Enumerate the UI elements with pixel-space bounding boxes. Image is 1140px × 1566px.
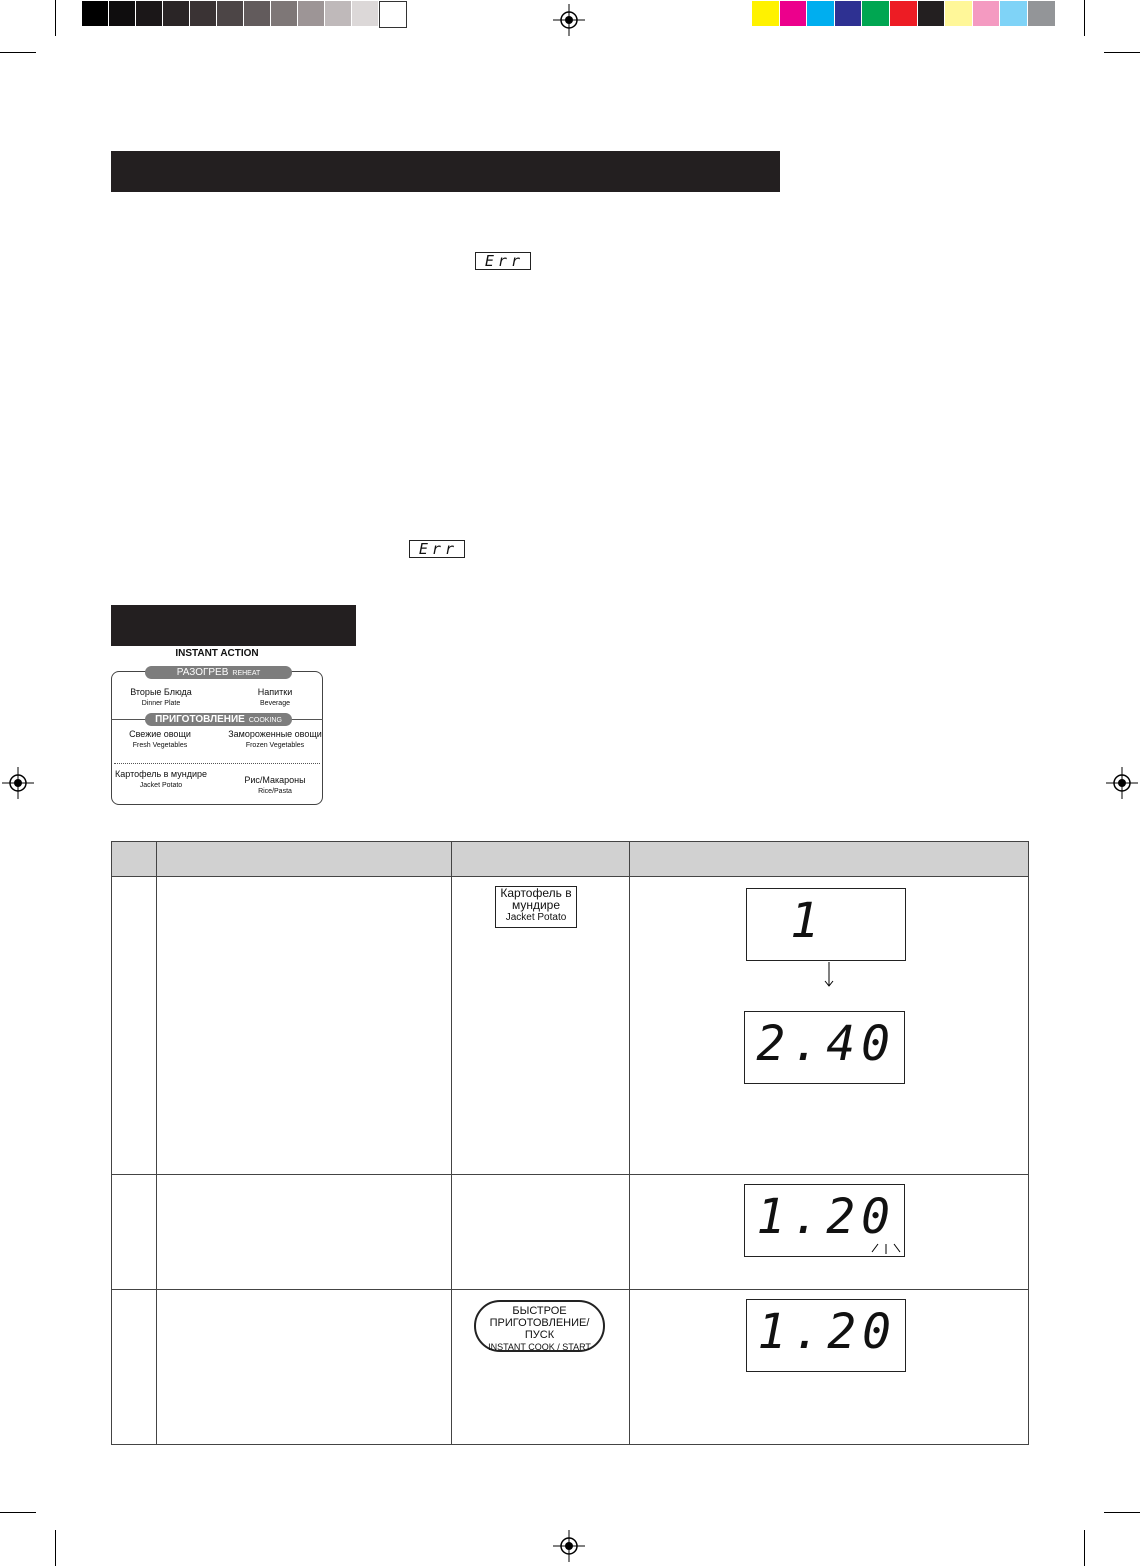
display-step1-a: 1 — [746, 888, 906, 961]
registration-mark-icon — [553, 4, 585, 36]
color-swatch — [835, 1, 862, 26]
color-swatch — [807, 1, 834, 26]
arrow-down-icon — [823, 962, 835, 988]
crop-mark — [0, 52, 36, 53]
color-swatch — [109, 1, 135, 26]
color-swatch — [890, 1, 917, 26]
color-swatch — [862, 1, 889, 26]
frozen-vegetables-key[interactable]: Замороженные овощи Frozen Vegetables — [228, 729, 322, 749]
crop-mark — [1104, 1512, 1140, 1513]
color-swatch — [325, 1, 351, 26]
crop-mark — [0, 1512, 36, 1513]
blink-marks-icon — [868, 1236, 904, 1256]
color-swatch — [82, 1, 108, 26]
display-step3: 1.20 — [746, 1299, 906, 1372]
color-swatch — [136, 1, 162, 26]
registration-mark-icon — [1106, 767, 1138, 799]
crop-mark — [1084, 0, 1085, 36]
crop-mark — [55, 0, 56, 36]
color-swatch — [244, 1, 270, 26]
instant-action-title: INSTANT ACTION — [175, 648, 259, 659]
color-swatch — [1028, 1, 1055, 26]
dinner-plate-key[interactable]: Вторые Блюда Dinner Plate — [130, 687, 192, 707]
cooking-label: ПРИГОТОВЛЕНИЕ COOKING — [145, 713, 292, 726]
jacket-potato-key[interactable]: Картофель в мундире Jacket Potato — [115, 769, 207, 789]
color-swatch — [1000, 1, 1027, 26]
divider — [114, 763, 320, 764]
column-divider — [629, 842, 630, 1444]
err-display: Err — [475, 252, 531, 270]
column-divider — [451, 842, 452, 1444]
rice-pasta-key[interactable]: Рис/Макароны Rice/Pasta — [244, 775, 306, 795]
color-swatch — [163, 1, 189, 26]
section-header-bar — [111, 151, 780, 192]
registration-mark-icon — [2, 767, 34, 799]
color-swatch — [217, 1, 243, 26]
registration-mark-icon — [553, 1530, 585, 1562]
crop-mark — [1084, 1530, 1085, 1566]
color-swatch — [298, 1, 324, 26]
beverage-key[interactable]: Напитки Beverage — [257, 687, 293, 707]
color-swatch — [918, 1, 945, 26]
display-step2: 1.20 — [744, 1184, 905, 1257]
instant-cook-start-button[interactable]: БЫСТРОЕ ПРИГОТОВЛЕНИЕ/ ПУСК INSTANT COOK / START — [474, 1300, 605, 1352]
color-swatch — [752, 1, 779, 26]
crop-mark — [1104, 52, 1140, 53]
jacket-potato-button[interactable]: Картофель в мундире Jacket Potato — [495, 886, 577, 928]
crop-mark — [55, 1530, 56, 1566]
color-swatch — [271, 1, 297, 26]
color-swatch — [379, 1, 407, 28]
color-swatch — [190, 1, 216, 26]
column-divider — [156, 842, 157, 1444]
display-step1-b: 2.40 — [744, 1011, 905, 1084]
fresh-vegetables-key[interactable]: Свежие овощи Fresh Vegetables — [129, 729, 191, 749]
row-divider — [112, 1289, 1028, 1290]
row-divider — [112, 1174, 1028, 1175]
reheat-label: РАЗОГРЕВ REHEAT — [145, 666, 292, 679]
color-swatch — [945, 1, 972, 26]
table-header — [112, 842, 1028, 877]
color-swatch — [973, 1, 1000, 26]
color-swatch — [780, 1, 807, 26]
section-header-bar — [111, 605, 356, 646]
err-display: Err — [409, 540, 465, 558]
color-swatch — [352, 1, 378, 26]
